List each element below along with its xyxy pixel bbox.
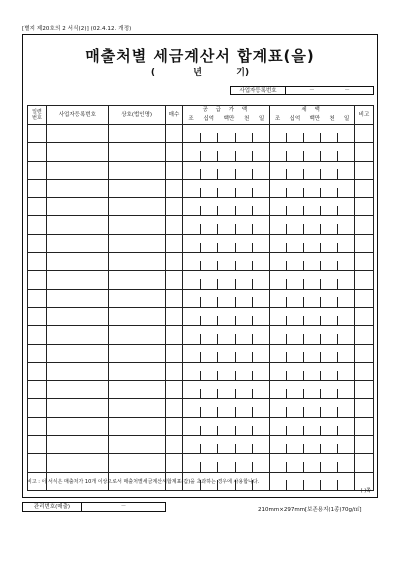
- table-row: [28, 417, 374, 435]
- year-period: [23, 65, 377, 78]
- tax-amount-cell[interactable]: [270, 161, 355, 179]
- remark-cell[interactable]: [355, 326, 374, 344]
- table-row: [28, 125, 374, 143]
- tax-amount-cell[interactable]: [270, 344, 355, 362]
- bizno-cell[interactable]: [46, 362, 108, 380]
- name-cell[interactable]: [108, 234, 165, 252]
- tax-amount-cell[interactable]: [270, 234, 355, 252]
- table-row: [28, 253, 374, 271]
- count-cell[interactable]: [165, 362, 183, 380]
- serial-cell[interactable]: [28, 216, 47, 234]
- name-cell[interactable]: [108, 289, 165, 307]
- bizno-cell[interactable]: [46, 125, 108, 143]
- table-row: [28, 216, 374, 234]
- supply-unit-label: 조: [188, 116, 194, 122]
- remark-cell[interactable]: [355, 381, 374, 399]
- name-cell[interactable]: [108, 344, 165, 362]
- col-supply: [183, 106, 270, 125]
- serial-cell[interactable]: [28, 143, 47, 161]
- count-cell[interactable]: [165, 143, 183, 161]
- name-cell[interactable]: [108, 125, 165, 143]
- table-body: [28, 125, 374, 491]
- table-row: [28, 326, 374, 344]
- count-cell[interactable]: [165, 234, 183, 252]
- tax-amount-cell[interactable]: [270, 362, 355, 380]
- supply-amount-cell[interactable]: [183, 344, 270, 362]
- table-row: [28, 143, 374, 161]
- col-tax: [270, 106, 355, 125]
- table-row: [28, 198, 374, 216]
- table-row: [28, 399, 374, 417]
- table-row: [28, 234, 374, 252]
- count-cell[interactable]: [165, 454, 183, 472]
- supply-label: 공 급 가 액: [202, 107, 251, 113]
- serial-cell[interactable]: [28, 198, 47, 216]
- count-cell[interactable]: [165, 436, 183, 454]
- supply-amount-cell[interactable]: [183, 216, 270, 234]
- table-row: [28, 454, 374, 472]
- page-number: ( )쪽: [360, 488, 371, 494]
- name-cell[interactable]: [108, 198, 165, 216]
- serial-cell[interactable]: [28, 307, 47, 325]
- remark-cell[interactable]: [355, 289, 374, 307]
- tax-amount-cell[interactable]: [270, 253, 355, 271]
- paper-spec: 210mm×297mm[보존용지(1종)70g/㎡]: [258, 507, 362, 513]
- bizno-cell[interactable]: [46, 179, 108, 197]
- supply-unit-label: 십억: [203, 116, 214, 122]
- supply-amount-cell[interactable]: [183, 271, 270, 289]
- tax-unit-label: 십억: [289, 116, 301, 122]
- count-cell[interactable]: [165, 289, 183, 307]
- supply-amount-cell[interactable]: [183, 326, 270, 344]
- count-cell[interactable]: [165, 326, 183, 344]
- remark-cell[interactable]: [355, 307, 374, 325]
- tax-amount-cell[interactable]: [270, 399, 355, 417]
- serial-cell[interactable]: [28, 253, 47, 271]
- tax-amount-cell[interactable]: [270, 198, 355, 216]
- supply-amount-cell[interactable]: [183, 417, 270, 435]
- col-count: 매수: [165, 106, 183, 125]
- count-cell[interactable]: [165, 307, 183, 325]
- management-number-label: 관리번호(매출): [23, 503, 82, 511]
- form-header-note: [별지 제20호의 2 서식(2)] (02.4.12. 개정): [22, 26, 132, 32]
- reg-number-box: [230, 86, 374, 95]
- tax-unit-label: 조: [274, 116, 281, 122]
- name-cell[interactable]: [108, 362, 165, 380]
- bizno-cell[interactable]: [46, 216, 108, 234]
- remark-cell[interactable]: [355, 271, 374, 289]
- supply-units: [183, 114, 269, 124]
- year-open: (: [150, 68, 156, 78]
- tax-amount-cell[interactable]: [270, 417, 355, 435]
- table-row: [28, 271, 374, 289]
- name-cell[interactable]: [108, 253, 165, 271]
- col-serial: 일련 번호: [28, 106, 47, 125]
- remark-cell[interactable]: [355, 161, 374, 179]
- supply-amount-cell[interactable]: [183, 436, 270, 454]
- supply-amount-cell[interactable]: [183, 454, 270, 472]
- serial-cell[interactable]: [28, 234, 47, 252]
- bizno-cell[interactable]: [46, 344, 108, 362]
- table-row: [28, 161, 374, 179]
- count-cell[interactable]: [165, 399, 183, 417]
- bizno-cell[interactable]: [46, 307, 108, 325]
- serial-cell[interactable]: [28, 161, 47, 179]
- serial-cell[interactable]: [28, 436, 47, 454]
- tax-label: 세 액: [301, 107, 323, 113]
- remark-cell[interactable]: [355, 216, 374, 234]
- serial-cell[interactable]: [28, 179, 47, 197]
- table-row: [28, 436, 374, 454]
- remark-cell[interactable]: [355, 179, 374, 197]
- remark-cell[interactable]: [355, 362, 374, 380]
- name-cell[interactable]: [108, 417, 165, 435]
- serial-cell[interactable]: [28, 381, 47, 399]
- management-number-box: [22, 502, 166, 512]
- bizno-cell[interactable]: [46, 271, 108, 289]
- name-cell[interactable]: [108, 216, 165, 234]
- name-cell[interactable]: [108, 307, 165, 325]
- supply-unit-label: 천: [243, 116, 250, 122]
- bizno-cell[interactable]: [46, 253, 108, 271]
- supply-amount-cell[interactable]: [183, 143, 270, 161]
- tax-unit-label: 천: [329, 116, 335, 122]
- name-cell[interactable]: [108, 326, 165, 344]
- table-row: [28, 344, 374, 362]
- name-cell[interactable]: [108, 161, 165, 179]
- footer-note: 비고 : 이 서식은 매출처가 10개 이상으로서 매출처별세금계산서합계표(갑)을 초과하는 경우에 사용합니다.: [27, 479, 260, 485]
- supply-unit-label: 백만: [223, 116, 235, 122]
- col-remark: 비고: [355, 106, 374, 125]
- count-cell[interactable]: [165, 271, 183, 289]
- supply-amount-cell[interactable]: [183, 161, 270, 179]
- name-cell[interactable]: [108, 271, 165, 289]
- count-cell[interactable]: [165, 417, 183, 435]
- bizno-cell[interactable]: [46, 436, 108, 454]
- supply-amount-cell[interactable]: [183, 381, 270, 399]
- remark-cell[interactable]: [355, 234, 374, 252]
- table-row: [28, 381, 374, 399]
- col-name: 상호(법인명): [108, 106, 165, 125]
- reg-number-label: 사업자등록번호: [231, 87, 286, 94]
- name-cell[interactable]: [108, 179, 165, 197]
- management-number-field[interactable]: －: [120, 504, 127, 510]
- name-cell[interactable]: [108, 454, 165, 472]
- bizno-cell[interactable]: [46, 399, 108, 417]
- tax-amount-cell[interactable]: [270, 125, 355, 143]
- count-cell[interactable]: [165, 344, 183, 362]
- bizno-cell[interactable]: [46, 289, 108, 307]
- supply-amount-cell[interactable]: [183, 179, 270, 197]
- supply-amount-cell[interactable]: [183, 362, 270, 380]
- serial-cell[interactable]: [28, 362, 47, 380]
- reg-number-field[interactable]: － －: [309, 88, 350, 94]
- name-cell[interactable]: [108, 399, 165, 417]
- table-row: [28, 179, 374, 197]
- remark-cell[interactable]: [355, 198, 374, 216]
- table-row: [28, 362, 374, 380]
- tax-units: [270, 114, 354, 124]
- supply-unit-label: 일: [259, 116, 265, 122]
- remark-cell[interactable]: [355, 125, 374, 143]
- remark-cell[interactable]: [355, 143, 374, 161]
- year-term: 기): [236, 68, 250, 78]
- bizno-cell[interactable]: [46, 198, 108, 216]
- supply-amount-cell[interactable]: [183, 234, 270, 252]
- bizno-cell[interactable]: [46, 454, 108, 472]
- supply-amount-cell[interactable]: [183, 289, 270, 307]
- tax-amount-cell[interactable]: [270, 271, 355, 289]
- col-bizno: 사업자등록번호: [46, 106, 108, 125]
- bizno-cell[interactable]: [46, 417, 108, 435]
- remark-cell[interactable]: [355, 417, 374, 435]
- tax-amount-cell[interactable]: [270, 289, 355, 307]
- supply-amount-cell[interactable]: [183, 399, 270, 417]
- table-row: [28, 289, 374, 307]
- count-cell[interactable]: [165, 381, 183, 399]
- serial-cell[interactable]: [28, 326, 47, 344]
- count-cell[interactable]: [165, 179, 183, 197]
- serial-cell[interactable]: [28, 125, 47, 143]
- remark-cell[interactable]: [355, 454, 374, 472]
- table-row: [28, 307, 374, 325]
- page-title: 매출처별 세금계산서 합계표(을): [85, 47, 315, 65]
- supply-amount-cell[interactable]: [183, 253, 270, 271]
- tax-amount-cell[interactable]: [270, 381, 355, 399]
- remark-cell[interactable]: [355, 253, 374, 271]
- serial-cell[interactable]: [28, 344, 47, 362]
- tax-amount-cell[interactable]: [270, 436, 355, 454]
- bizno-cell[interactable]: [46, 234, 108, 252]
- count-cell[interactable]: [165, 253, 183, 271]
- serial-cell[interactable]: [28, 271, 47, 289]
- year-label: 년: [193, 68, 202, 78]
- form-frame: [22, 34, 378, 498]
- tax-amount-cell[interactable]: [270, 179, 355, 197]
- tax-amount-cell[interactable]: [270, 143, 355, 161]
- bizno-cell[interactable]: [46, 161, 108, 179]
- remark-cell[interactable]: [355, 436, 374, 454]
- serial-cell[interactable]: [28, 399, 47, 417]
- remark-cell[interactable]: [355, 344, 374, 362]
- supply-amount-cell[interactable]: [183, 307, 270, 325]
- supply-amount-cell[interactable]: [183, 198, 270, 216]
- sales-summary-table: [27, 105, 374, 491]
- tax-amount-cell[interactable]: [270, 307, 355, 325]
- name-cell[interactable]: [108, 143, 165, 161]
- serial-cell[interactable]: [28, 454, 47, 472]
- name-cell[interactable]: [108, 381, 165, 399]
- tax-amount-cell[interactable]: [270, 216, 355, 234]
- count-cell[interactable]: [165, 216, 183, 234]
- remark-cell[interactable]: [355, 399, 374, 417]
- serial-cell[interactable]: [28, 417, 47, 435]
- count-cell[interactable]: [165, 125, 183, 143]
- bizno-cell[interactable]: [46, 143, 108, 161]
- name-cell[interactable]: [108, 436, 165, 454]
- count-cell[interactable]: [165, 198, 183, 216]
- tax-amount-cell[interactable]: [270, 472, 355, 490]
- bizno-cell[interactable]: [46, 326, 108, 344]
- bizno-cell[interactable]: [46, 381, 108, 399]
- count-cell[interactable]: [165, 161, 183, 179]
- supply-amount-cell[interactable]: [183, 125, 270, 143]
- tax-amount-cell[interactable]: [270, 454, 355, 472]
- tax-amount-cell[interactable]: [270, 326, 355, 344]
- tax-unit-label: 일: [344, 116, 350, 122]
- tax-unit-label: 백만: [309, 116, 321, 122]
- serial-cell[interactable]: [28, 289, 47, 307]
